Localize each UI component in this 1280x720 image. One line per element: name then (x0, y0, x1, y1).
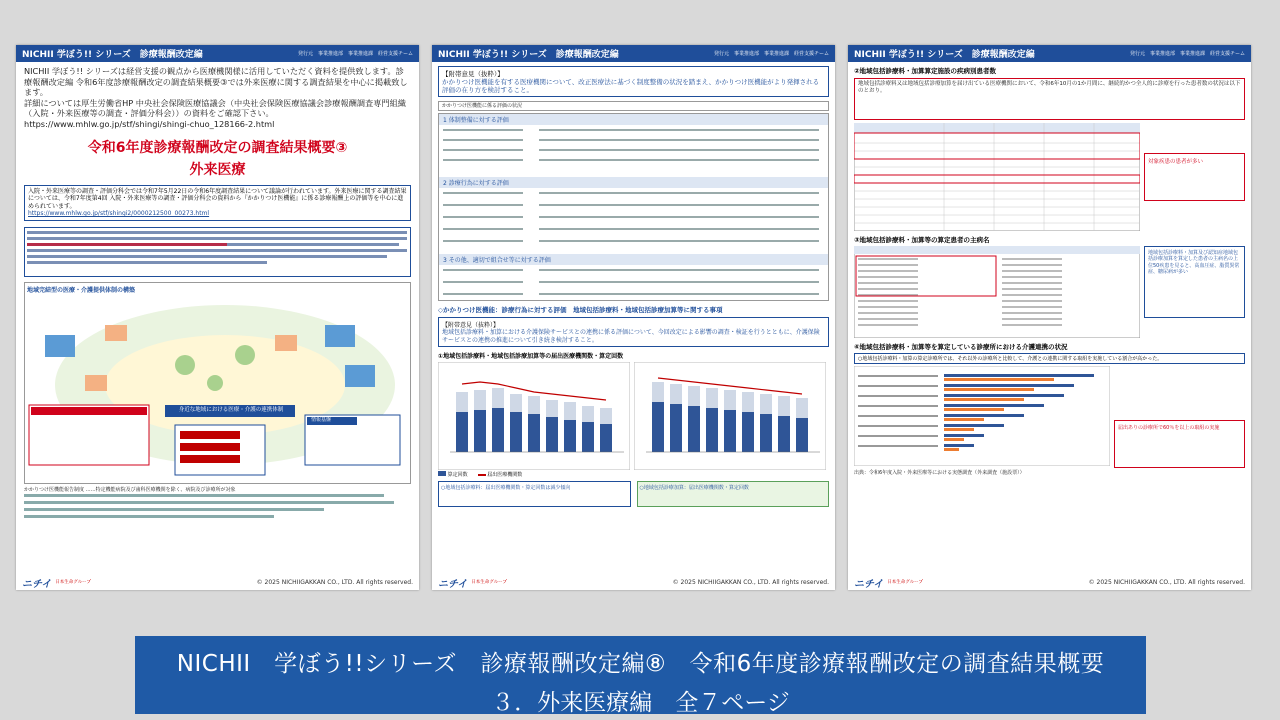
annex-text: かかりつけ医機能を有する医療機関について、改正医療法に基づく制度整備の状況を踏まえ、かかりつけ医機能がより発揮される評価の在り方を検討すること。 (442, 78, 820, 94)
nichii-logo: ニチイ (854, 578, 884, 590)
horizontal-bar-chart (854, 366, 1110, 466)
nichii-logo: ニチイ (438, 578, 468, 590)
lead3-box: ○地域包括診療料・加算の算定診療所では、それ以外の診療所と比較して、介護との連携に関する取組を実施している割合が高かった。 (854, 353, 1245, 364)
diagram-box (24, 282, 411, 484)
table-row-header: 2 診療行為に対する評価 (439, 177, 828, 188)
header-publisher: 発行元 事業推進部 事業推進課 経営支援チーム (713, 51, 829, 57)
caption-line-1: NICHII 学ぼう!!シリーズ 診療報酬改定編⑧ 令和6年度診療報酬改定の調査結果概要 (176, 651, 1105, 677)
diagnosis-table (854, 246, 1140, 338)
legend-b: 届出医療機関数 (487, 472, 523, 479)
group-label: 日本生命グループ (471, 580, 507, 585)
side-note-3: 届出ありの診療所で60％を以上の取組の実施 (1114, 420, 1245, 468)
bar-charts-area (438, 362, 829, 470)
lead-text: 入院・外来医療等の調査・評価分科会では令和7年5月22日の令和6年度調査結果について議論が行われています。外来医療に関する調査結果については、令和7年度第4回 入院・外来医療等の調査・評価分科会の資料から『かかりつけ医機能』に係る診療報酬上の評価等を中心に進められています。 (28, 188, 407, 210)
doc-title: 令和6年度診療報酬改定の調査結果概要③ (87, 140, 348, 156)
side-note-2: 地域包括診療料・加算及び認知症地域包括診療加算を算定した患者の主病名の上位50疾患を見ると、高血圧症、脂質異常症、糖尿病が多い (1144, 246, 1245, 318)
lead-url[interactable]: https://www.mhlw.go.jp/stf/shingi2/0000212500_00273.html (28, 210, 210, 218)
table-row-header: 3 その他、適切で組合せ等に対する評価 (439, 254, 828, 265)
table-rows-block (439, 125, 828, 173)
group-label: 日本生命グループ (55, 580, 91, 585)
detail-text: 詳細については厚生労働省HP 中央社会保険医療協議会（中央社会保険医療協議会診療報酬調査専門組織（入院・外来医療等の調査・評価分科会））の資料をご確認下さい。 (24, 97, 406, 118)
lead-box: 地域包括診療料又は地域包括診療加算を届け出ている医療機関において、令和6年10月の1か月間に、継続的かつ全人的に診療を行った患者数の状況は以下のとおり。 (854, 78, 1245, 120)
page-thumbnail-1[interactable] (16, 45, 419, 590)
disease-table-area (854, 123, 1245, 231)
summary-box-2: ○地域包括診療加算：届出医療機関数・算定回数 (637, 481, 830, 507)
table-rows-block (439, 265, 828, 305)
annex2-box (438, 317, 829, 347)
table-caption: かかりつけ医機能に係る評価の状況 (438, 101, 829, 111)
chart-heading: ①地域包括診療料・地域包括診療加算等の届出医療機関数・算定回数 (438, 353, 624, 361)
chart-legend (438, 471, 829, 478)
page-footer (848, 574, 1251, 590)
intro-text: NICHII 学ぼう!! シリーズは経営支援の観点から医療機関様に活用していただく資料を提供致します。診療報酬改定編 令和6年度診療報酬改定の調査結果概要③では外来医療に関する調査結果を中心に掲載致します。 (24, 66, 408, 97)
bar-chart-right (634, 362, 826, 470)
summary-box-1: ○地域包括診療料：届出医療機関数・算定回数は減少傾向 (438, 481, 631, 507)
lead-box (24, 185, 411, 221)
bottom-note: 出典：令和6年度入院・外来医療等における実態調査（外来調査（施設票）） (854, 470, 1025, 476)
annex-title: 【附帯意見（抜粋）】 (442, 70, 504, 78)
diagram-info-label: 情報基盤 (311, 416, 332, 423)
table-row-header: 1 体制整備に対する評価 (439, 114, 828, 125)
annex-box (438, 66, 829, 97)
page-footer (432, 574, 835, 590)
doc-subtitle: 外来医療 (189, 162, 246, 178)
section-heading-4: ④地域包括診療料・加算等を算定している診療所における介護連携の状況 (854, 343, 1068, 351)
summary-area (438, 481, 829, 507)
caption-banner (135, 636, 1146, 714)
header-publisher: 発行元 事業推進部 事業推進課 経営支援チーム (297, 51, 413, 57)
copyright-text: © 2025 NICHIIGAKKAN CO., LTD. All rights reserved. (672, 578, 829, 586)
group-label: 日本生命グループ (887, 580, 923, 585)
series-title: NICHII 学ぼう!! シリーズ 診療報酬改定編 (438, 50, 619, 60)
annex2-title: 【附帯意見（抜粋）】 (442, 322, 500, 330)
law-text-lines (27, 230, 411, 270)
notes-text: かかりつけ医機能報告制度 ……特定機能病院及び歯科医療機関を除く、病院及び診療所が対象 (24, 486, 236, 493)
disease-table (854, 123, 1140, 231)
side-note-1: 対象疾患の患者が多い (1144, 153, 1245, 201)
hbar-chart-area (854, 366, 1245, 468)
diagram-center-label: 身近な地域における医療・介護の連携体制 (178, 406, 284, 413)
section-heading: ◇かかりつけ医機能：診療行為に対する評価 地域包括診療料・地域包括診療加算等に関する事項 (438, 306, 723, 315)
page-footer (16, 574, 419, 590)
evaluation-table (438, 113, 829, 301)
page-header (16, 45, 419, 62)
diagram-title: 地域完結型の医療・介護提供体制の構築 (27, 286, 136, 294)
section-heading-2: ②地域包括診療料・加算算定施設の疾病別患者数 (854, 67, 997, 75)
page-header (848, 45, 1251, 62)
annex2-text: 地域包括診療料・加算における介護保険サービスとの連携に係る評価について、今回改定による影響の調査・検証を行うとともに、介護保険サービスとの連携の推進について引き続き検討すること。 (442, 329, 820, 344)
copyright-text: © 2025 NICHIIGAKKAN CO., LTD. All rights reserved. (1088, 578, 1245, 586)
legend-a: 算定回数 (447, 472, 468, 479)
notes-lines (24, 493, 408, 521)
page-thumbnail-3[interactable] (848, 45, 1251, 590)
care-network-diagram (25, 295, 409, 479)
header-publisher: 発行元 事業推進部 事業推進課 経営支援チーム (1129, 51, 1245, 57)
copyright-text: © 2025 NICHIIGAKKAN CO., LTD. All rights reserved. (256, 578, 413, 586)
page-thumbnail-2[interactable] (432, 45, 835, 590)
section-heading-3: ③地域包括診療料・加算等の算定患者の主病名 (854, 236, 990, 244)
diagnosis-table-area (854, 246, 1245, 338)
source-url[interactable]: https://www.mhlw.go.jp/stf/shingi/shingi-chuo_128166-2.html (24, 118, 275, 129)
series-title: NICHII 学ぼう!! シリーズ 診療報酬改定編 (854, 50, 1035, 60)
caption-line-2: ３．外来医療編 全７ページ (491, 690, 790, 716)
bar-chart-left (438, 362, 630, 470)
law-box (24, 227, 411, 277)
series-title: NICHII 学ぼう!! シリーズ 診療報酬改定編 (22, 50, 203, 60)
nichii-logo: ニチイ (22, 578, 52, 590)
table-rows-block (439, 188, 828, 250)
page-header (432, 45, 835, 62)
